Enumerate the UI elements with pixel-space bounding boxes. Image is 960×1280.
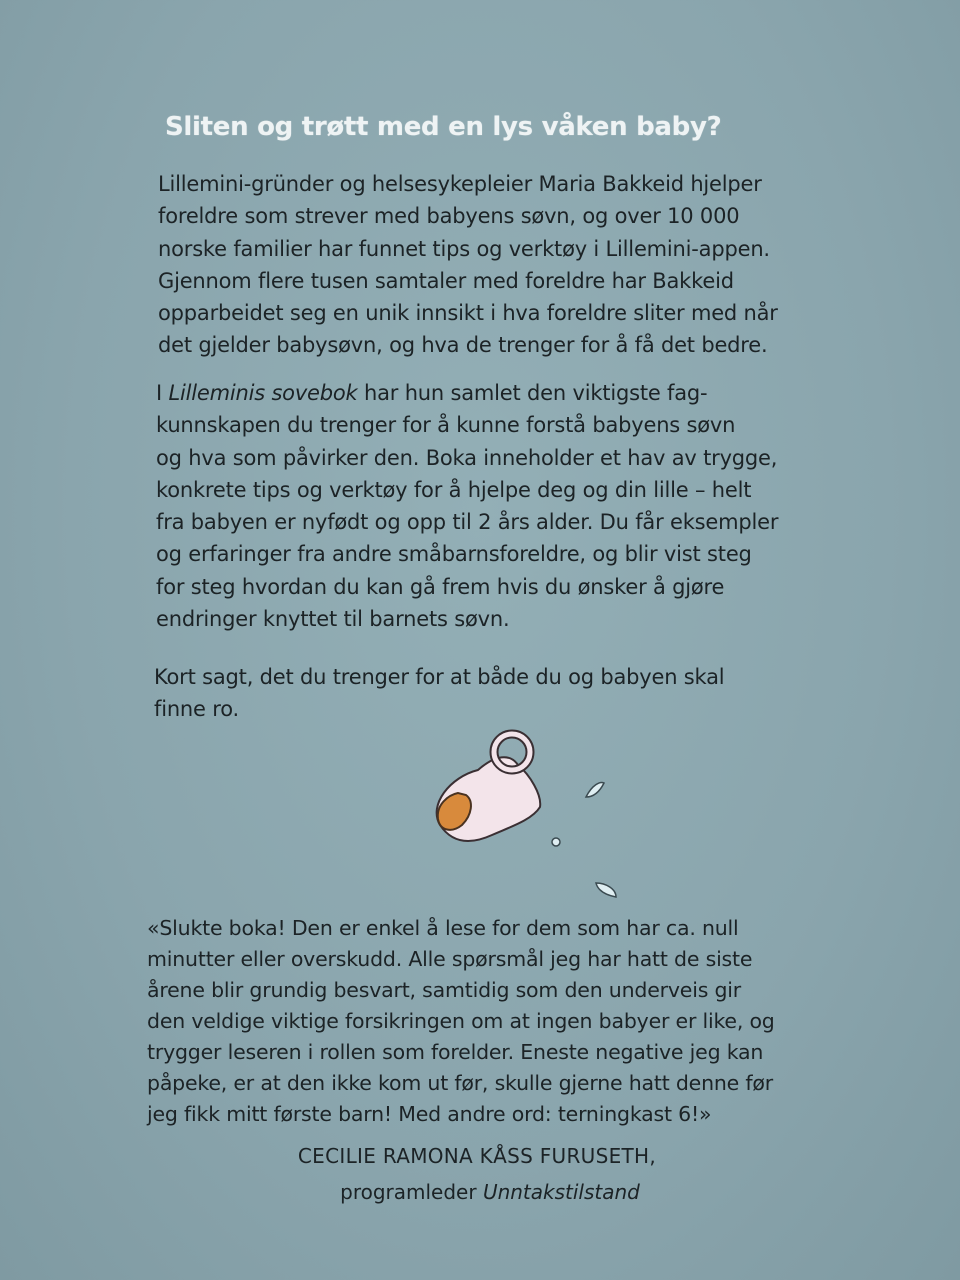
text-segment: årene blir grundig besvart, samtidig som den underveis gir xyxy=(147,978,742,1002)
quote-author-role xyxy=(10,1180,960,1204)
text-line xyxy=(156,377,778,409)
text-segment: påpeke, er at den ikke kom ut før, skulle gjerne hatt denne før xyxy=(147,1071,773,1095)
headline: Sliten og trøtt med en lys våken baby? xyxy=(165,112,722,142)
text-line xyxy=(154,661,724,693)
text-line xyxy=(158,200,778,232)
text-line xyxy=(147,1099,775,1130)
testimonial-quote xyxy=(147,913,775,1130)
text-segment: har hun samlet den viktigste fag- xyxy=(357,381,708,405)
text-segment: opparbeidet seg en unik innsikt i hva foreldre sliter med når xyxy=(158,301,778,326)
pacifier-icon xyxy=(400,715,660,905)
text-line xyxy=(147,913,775,944)
text-line xyxy=(156,538,778,570)
text-segment: I xyxy=(156,381,169,405)
text-line xyxy=(158,168,778,200)
text-segment: fra babyen er nyfødt og opp til 2 års alder. Du får eksempler xyxy=(156,510,779,535)
role-prefix: programleder xyxy=(340,1180,483,1204)
text-segment: minutter eller overskudd. Alle spørsmål jeg har hatt de siste xyxy=(147,947,753,971)
text-segment: for steg hvordan du kan gå frem hvis du ønsker å gjøre xyxy=(156,574,725,599)
text-line xyxy=(156,571,778,603)
show-name: Unntakstilstand xyxy=(482,1180,640,1204)
text-segment: Kort sagt, det du trenger for at både du og babyen skal xyxy=(154,665,725,689)
book-description-paragraph xyxy=(156,377,778,635)
text-segment: foreldre som strever med babyens søvn, og over 10 000 xyxy=(158,204,740,229)
text-segment: Lillemini-gründer og helsesykepleier Maria Bakkeid hjelper xyxy=(158,172,762,196)
text-line xyxy=(156,603,778,635)
text-segment: og hva som påvirker den. Boka inneholder et hav av trygge, xyxy=(156,445,778,470)
text-line xyxy=(156,474,778,506)
text-segment: trygger leseren i rollen som forelder. Eneste negative jeg kan xyxy=(147,1040,764,1064)
text-line xyxy=(158,265,778,297)
text-segment: finne ro. xyxy=(154,697,239,722)
text-line xyxy=(147,975,775,1006)
intro-paragraph xyxy=(158,168,778,362)
text-line xyxy=(156,442,778,474)
text-segment: konkrete tips og verktøy for å hjelpe deg og din lille – helt xyxy=(156,477,752,502)
italic-title: Lilleminis sovebok xyxy=(168,381,358,405)
text-segment: endringer knyttet til barnets søvn. xyxy=(156,607,510,632)
text-line xyxy=(156,506,778,538)
text-segment: og erfaringer fra andre småbarnsforeldre, og blir vist steg xyxy=(156,542,752,567)
text-line xyxy=(147,1006,775,1037)
text-line xyxy=(147,1068,775,1099)
text-segment: jeg fikk mitt første barn! Med andre ord: terningkast 6!» xyxy=(147,1102,712,1126)
text-segment: «Slukte boka! Den er enkel å lese for dem som har ca. null xyxy=(147,916,739,940)
text-segment: norske familier har funnet tips og verktøy i Lillemini-appen. xyxy=(158,236,770,261)
text-line xyxy=(147,1037,775,1068)
text-line xyxy=(158,233,778,265)
text-segment: kunnskapen du trenger for å kunne forstå babyens søvn xyxy=(156,413,736,438)
text-line xyxy=(156,409,778,441)
text-line xyxy=(158,297,778,329)
text-segment: den veldige viktige forsikringen om at ingen babyer er like, og xyxy=(147,1009,775,1033)
text-segment: Gjennom flere tusen samtaler med foreldre har Bakkeid xyxy=(158,268,734,293)
text-segment: det gjelder babysøvn, og hva de trenger for å få det bedre. xyxy=(158,333,768,358)
text-line xyxy=(158,329,778,361)
quote-author: CECILIE RAMONA KÅSS FURUSETH, xyxy=(297,1144,657,1168)
text-line xyxy=(147,944,775,975)
